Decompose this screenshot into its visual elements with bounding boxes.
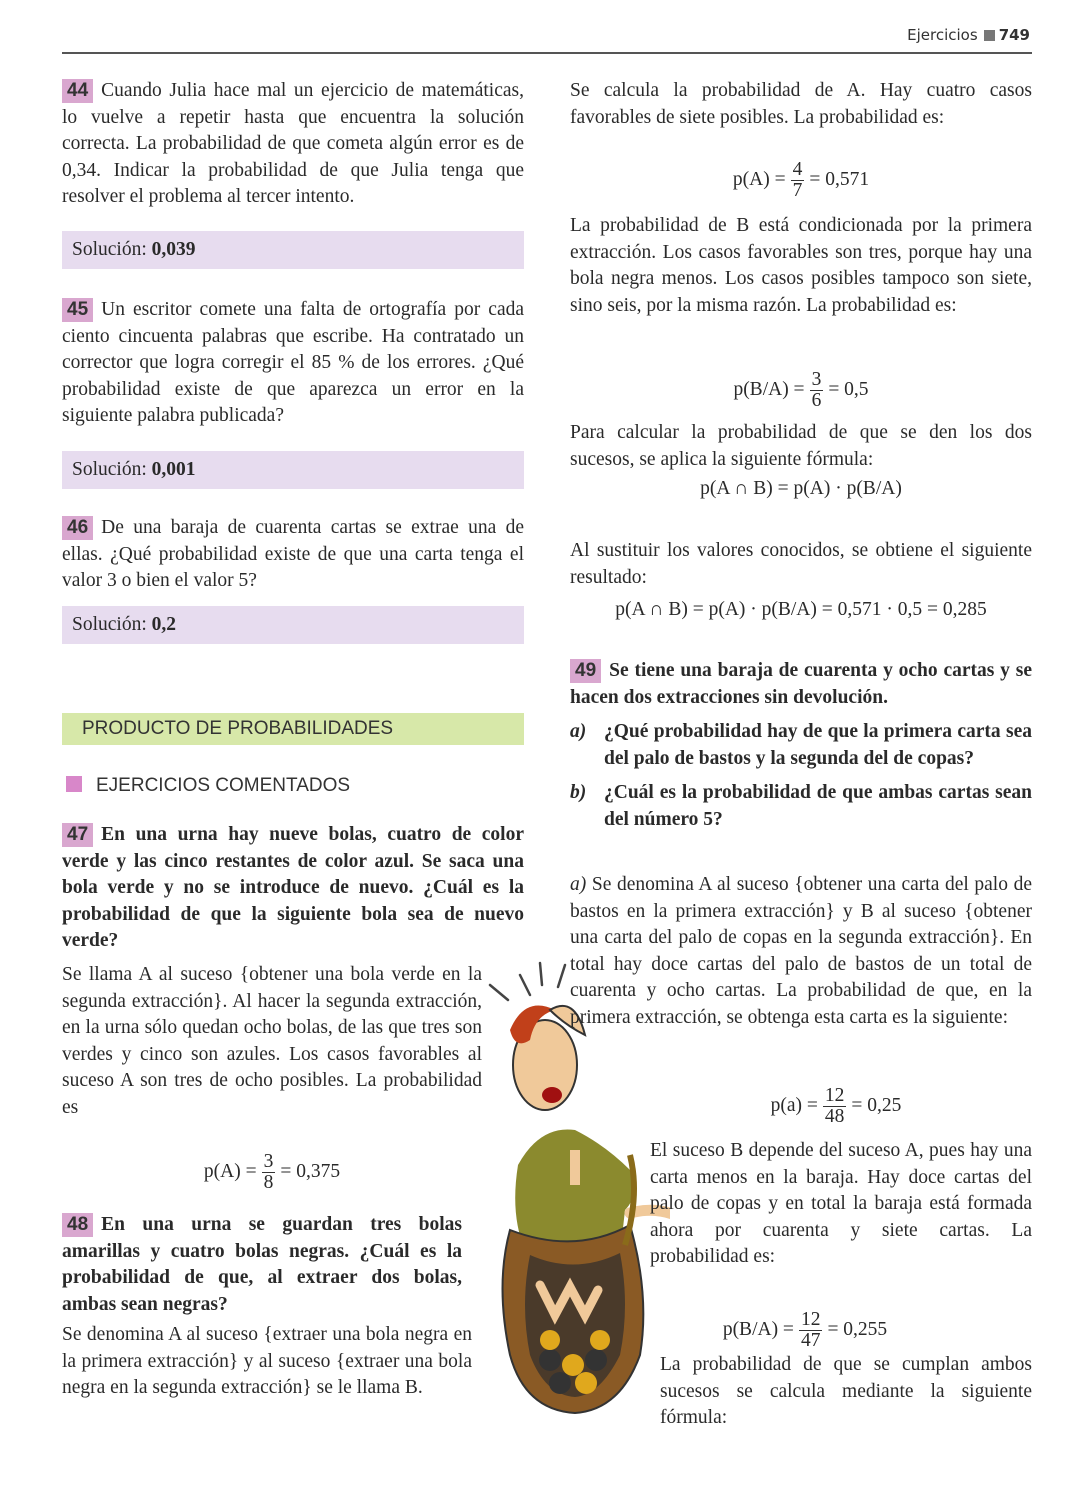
exercise-number: 45 [62,298,93,322]
exercise-number: 48 [62,1213,93,1237]
formula-pA [570,160,1032,201]
denominator: 6 [811,390,822,411]
exercise-statement: En una urna se guardan tres bolas amarillas y cuatro bolas negras. ¿Cuál es la probabilidad de que, al extraer dos bolas, ambas sean negras? [62,1214,462,1315]
formula-intersection [570,478,1032,500]
exercise-48 [62,1212,462,1318]
question-a [570,719,1032,772]
exercise-48-cont-1 [570,78,1032,131]
fraction [823,1086,847,1127]
exercise-48-cont-4 [570,538,1032,591]
paragraph: Al sustituir los valores conocidos, se obtiene el siguiente resultado: [570,540,1032,588]
paragraph: La probabilidad de que se cumplan ambos sucesos se calcula mediante la siguiente fórmula: [660,1354,1032,1428]
fraction [262,1152,276,1193]
exercise-number: 49 [570,659,601,683]
question-text: ¿Cuál es la probabilidad de que ambas cartas sean del número 5? [604,782,1032,830]
solution-box-46 [62,606,524,644]
solution-box-45 [62,451,524,489]
formula-pa [640,1086,1032,1127]
exercise-statement: En una urna hay nueve bolas, cuatro de color verde y las cinco restantes de color azul. Se saca una bola verde y no se introduce de nuevo. ¿Cuál es la probabilidad de que la siguiente bola sea de nuevo verde? [62,824,524,951]
exercise-body: Se denomina A al suceso {extraer una bola negra en la primera extracción} y al suceso {extraer una bola negra en la segunda extracción} se le llama B. [62,1324,472,1398]
exercise-body: Se llama A al suceso {obtener una bola verde en la segunda extracción}. Al hacer la segunda extracción, en la urna sólo quedan ocho bolas, de las que tres son verdes y cinco son azules. Los casos favorables al suceso A son tres de ocho posibles. La probabilidad es [62,964,482,1118]
numerator: 3 [811,369,822,390]
formula-text: p(A ∩ B) = p(A) · p(B/A) = 0,571 · 0,5 = 0,285 [615,599,987,620]
fraction [799,1310,823,1351]
formula-47 [62,1152,482,1193]
section-title-bar [62,713,524,745]
exercise-44 [62,78,524,211]
solution-label: Solución: [72,459,147,480]
exercise-text: Un escritor comete una falta de ortografía por cada ciento cincuenta palabras que escribe. Ha contratado un corrector que logra corregir el 85 % de los errores. ¿Qué probabilidad existe de que aparezca un error en la siguiente palabra publicada? [62,299,524,426]
numerator: 4 [792,159,803,180]
formula-rhs: = 0,5 [828,378,869,400]
numerator: 3 [263,1151,274,1172]
exercise-text: De una baraja de cuarenta cartas se extrae una de ellas. ¿Qué probabilidad existe de que una carta tenga el valor 3 o bien el valor 5? [62,517,524,591]
exercise-49-answer-2 [650,1138,1032,1271]
subsection-title: EJERCICIOS COMENTADOS [96,775,351,796]
formula-lhs: p(A) = [732,168,786,190]
formula-rhs: = 0,255 [827,1318,888,1340]
paragraph: Se calcula la probabilidad de A. Hay cuatro casos favorables de siete posibles. La probabilidad es: [570,80,1032,128]
solution-value: 0,2 [151,614,177,635]
page-number: 749 [998,26,1030,44]
question-text: ¿Qué probabilidad hay de que la primera carta sea del palo de bastos y la segunda del de copas? [604,721,1032,769]
denominator: 8 [263,1172,274,1193]
exercise-47 [62,822,524,955]
formula-lhs: p(a) = [770,1094,818,1116]
solution-value: 0,039 [151,239,196,260]
paragraph: Se denomina A al suceso {obtener una carta del palo de bastos en la primera extracción} y B al suceso {obtener una carta del palo de copas en la segunda extracción}. En total hay doce cartas del palo de bastos de un total de cuarenta y ocho cartas. La probabilidad de que, en la primera extracción, se obtenga esta carta es la siguiente: [570,874,1032,1028]
exercise-47-body [62,962,482,1121]
fraction [810,370,824,411]
exercise-49-answer-1 [570,872,1032,1031]
denominator: 47 [800,1330,821,1351]
formula-rhs: = 0,375 [280,1160,341,1182]
exercise-46 [62,515,524,595]
formula-lhs: p(A) = [203,1160,257,1182]
exercise-48-body [62,1322,472,1402]
exercise-48-cont-3 [570,420,1032,473]
subsection-square-icon [66,776,82,792]
exercise-text: Cuando Julia hace mal un ejercicio de matemáticas, lo vuelve a repetir hasta que encuentra la solución correcta. La probabilidad de que cometa algún error es de 0,34. Indicar la probabilidad de que Julia tenga que resolver el problema al tercer intento. [62,80,524,207]
answer-label: a) [570,874,587,895]
formula-lhs: p(B/A) = [733,378,805,400]
exercise-statement: Se tiene una baraja de cuarenta y ocho cartas y se hacen dos extracciones sin devolución. [570,660,1032,708]
solution-label: Solución: [72,239,147,260]
question-label: a) [570,721,587,742]
exercise-49 [570,658,1032,833]
paragraph: La probabilidad de B está condicionada por la primera extracción. Los casos favorables son tres, porque hay una bola negra menos. Los casos posibles tampoco son siete, sino seis, por la misma razón. La probabilidad es: [570,215,1032,316]
numerator: 12 [824,1085,845,1106]
denominator: 7 [792,180,803,201]
exercise-number: 46 [62,516,93,540]
formula-pBA-49 [640,1310,970,1351]
header-rule [62,52,1032,54]
question-b [570,780,1032,833]
exercise-number: 44 [62,79,93,103]
formula-result [570,599,1032,621]
solution-value: 0,001 [151,459,196,480]
exercise-number: 47 [62,823,93,847]
formula-lhs: p(B/A) = [722,1318,794,1340]
section-title: PRODUCTO DE PROBABILIDADES [82,718,394,739]
solution-label: Solución: [72,614,147,635]
header-section: Ejercicios [907,26,978,44]
formula-rhs: = 0,571 [809,168,870,190]
solution-box-44 [62,231,524,269]
formula-pBA [570,370,1032,411]
subsection-header [66,775,350,797]
numerator: 12 [800,1309,821,1330]
exercise-49-answer-3 [660,1352,1032,1432]
formula-text: p(A ∩ B) = p(A) · p(B/A) [700,478,902,499]
exercise-45 [62,297,524,430]
question-label: b) [570,782,587,803]
page-header [907,26,1030,44]
paragraph: Para calcular la probabilidad de que se den los dos sucesos, se aplica la siguiente fórmula: [570,422,1032,470]
paragraph: El suceso B depende del suceso A, pues hay una carta menos en la baraja. Hay doce cartas del palo de copas y en total la baraja está formada ahora por cuarenta y siete cartas. La probabilidad es: [650,1140,1032,1267]
header-square-icon [984,30,995,41]
denominator: 48 [824,1106,845,1127]
formula-rhs: = 0,25 [851,1094,902,1116]
exercise-48-cont-2 [570,213,1032,319]
fraction [791,160,805,201]
